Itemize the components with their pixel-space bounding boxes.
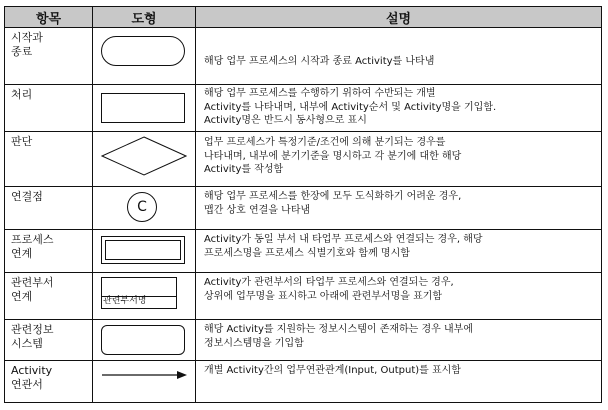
row-description: Activity가 관련부서의 타업무 프로세스와 연결되는 경우, 상위에 업무명을 표시하고 아래에 관련부서명을 표기함 <box>204 277 454 302</box>
related-department-shape <box>101 277 177 309</box>
row-label: Activity 연관서 <box>11 364 53 391</box>
legend-row <box>5 320 601 361</box>
row-label: 프로세스 연계 <box>11 233 54 260</box>
row-description: 해당 업무 프로세스를 수행하기 위하여 수반되는 개별 Activity를 나타내며, 내부에 Activity순서 및 Activity명을 기입함. Activity명은 반드시 동사형으로 표시 <box>204 88 497 126</box>
column-divider <box>92 7 93 402</box>
row-description: 업무 프로세스가 특정기준/조건에 의해 분기되는 경우를 나타내며, 내부에 분기기준을 명시하고 각 분기에 대한 해당 Activity를 작성함 <box>204 137 462 175</box>
decision-shape <box>101 136 187 176</box>
row-description: 개별 Activity간의 업무연관관계(Input, Output)를 표시함 <box>204 365 461 376</box>
header-item: 항목 <box>35 11 62 27</box>
column-divider <box>195 7 196 402</box>
terminal-shape <box>101 36 185 66</box>
process-shape <box>101 93 185 123</box>
row-shape-cell <box>93 85 195 131</box>
connector-shape <box>127 192 157 222</box>
legend-row <box>5 85 601 132</box>
row-label: 연결점 <box>11 190 43 203</box>
row-shape-cell <box>93 273 195 319</box>
legend-row <box>5 28 601 85</box>
row-label: 관련부서 연계 <box>11 276 54 303</box>
row-label: 관련정보 시스템 <box>11 323 54 350</box>
row-shape-cell <box>93 361 195 402</box>
row-label: 처리 <box>11 88 33 101</box>
symbol-legend-table <box>4 6 602 403</box>
row-description: 해당 Activity를 지원하는 정보시스템이 존재하는 경우 내부에 정보시스템명을 기입함 <box>204 324 473 349</box>
row-shape-cell <box>93 132 195 186</box>
table-header <box>5 7 601 28</box>
legend-row <box>5 361 601 402</box>
row-description: Activity가 동일 부서 내 타업무 프로세스와 연결되는 경우, 해당 프로세스명을 프로세스 식별기호와 함께 명시함 <box>204 234 483 259</box>
predefined-process-shape <box>101 236 185 264</box>
legend-row <box>5 273 601 320</box>
row-shape-cell <box>93 28 195 84</box>
information-system-shape <box>101 325 185 355</box>
row-description: 해당 업무 프로세스의 시작과 종료 Activity를 나타냄 <box>204 56 435 67</box>
arrow-shape <box>101 370 187 380</box>
row-label: 시작과 종료 <box>11 31 43 58</box>
header-shape: 도형 <box>131 11 157 27</box>
department-name-label: 관련부서명 <box>103 296 147 306</box>
legend-row <box>5 230 601 273</box>
connector-label: C <box>137 199 147 215</box>
legend-row <box>5 187 601 230</box>
header-description: 설명 <box>385 11 412 27</box>
row-description: 해당 업무 프로세스를 한장에 모두 도식화하기 어려운 경우, 맵간 상호 연결을 나타냄 <box>204 191 462 216</box>
legend-row <box>5 132 601 187</box>
row-shape-cell <box>93 320 195 360</box>
row-shape-cell <box>93 187 195 229</box>
row-shape-cell <box>93 230 195 272</box>
row-label: 판단 <box>11 135 33 148</box>
